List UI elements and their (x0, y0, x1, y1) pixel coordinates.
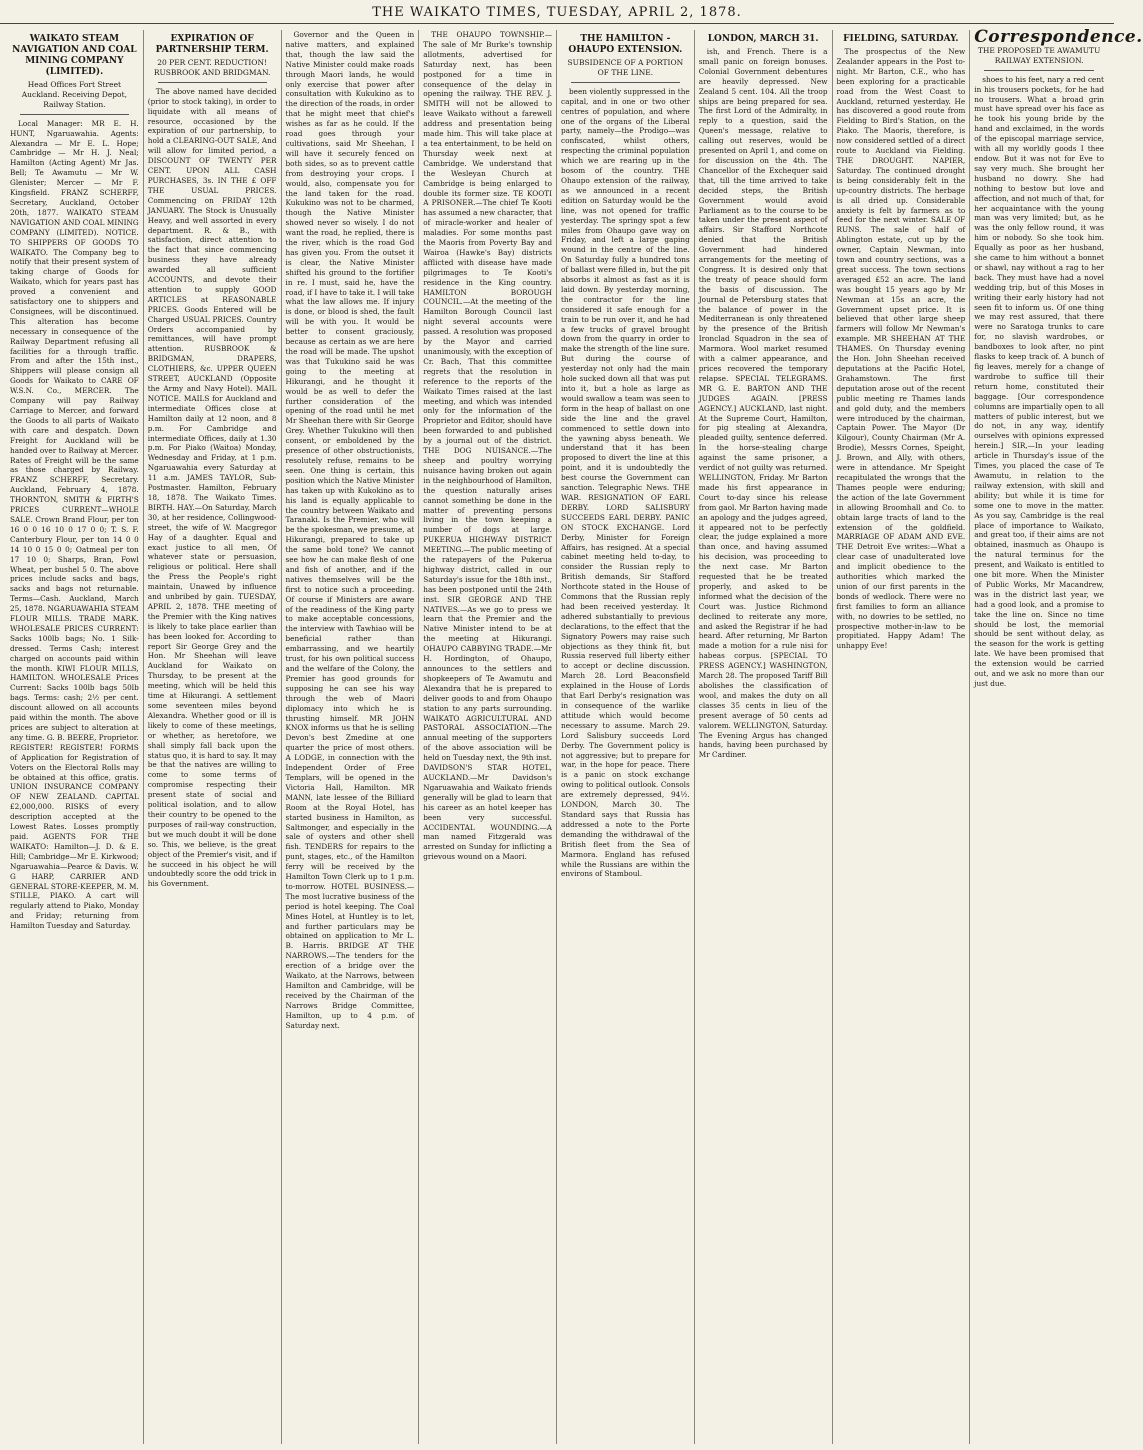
column-text: THE OHAUPO TOWNSHIP.—The sale of Mr Burke's township allotments, advertised for Saturday next, has been postponed for a time in consequence of the delay in opening the railway. THE REV. J. SMITH will not be allowed to leave Waikato without a farewell address and presentation being made him. This will take place at a tea entertainment, to be held on Thursday week next at Cambridge. We understand that the Wesleyan Church at Cambridge is being enlarged to double its former size. TE KOOTI A PRISONER.—The chief Te Kooti has assumed a new character, that of miracle-worker and healer of maladies. For some months past the Maoris from Poverty Bay and Wairoa (Hawke's Bay) districts afflicted with disease have made pilgrimages to Te Kooti's residence in the King country. HAMILTON BOROUGH COUNCIL.—At the meeting of the Hamilton Borough Council last night several accounts were passed. A resolution was proposed by the Mayor and carried unanimously, with the exception of Cr. Bach, That this committee regrets that the resolution in reference to the reports of the Waikato Times raised at the last meeting, and which was intended only for the information of the Proprietor and Editor, should have been forwarded to and published by a journal out of the district. THE DOG NUISANCE.—The sheep and poultry worrying nuisance having broken out again in the neighbourhood of Hamilton, the question naturally arises cannot something be done in the matter of preventing persons living in the town keeping a number of dogs at large. PUKERUA HIGHWAY DISTRICT MEETING.—The public meeting of the ratepayers of the Pukerua highway district, called in our Saturday's issue for the 18th inst., has been postponed until the 24th inst. SIR GEORGE AND THE NATIVES.—As we go to press we learn that the Premier and the Native Minister intend to be at the meeting at Hikurangi. OHAUPO CABBYING TRADE.—Mr H. Hordington, of Ohaupo, announces to the settlers and shopkeepers of Te Awamutu and Alexandra that he is prepared to deliver goods to and from Ohaupo station to any parts surrounding. WAIKATO AGRICULTURAL AND PASTORAL ASSOCIATION.—The annual meeting of the supporters of the above association will be held on Tuesday next, the 9th inst. DAVIDSON'S STAR HOTEL, AUCKLAND.—Mr Davidson's Ngaruawahia and Waikato friends generally will be glad to learn that his career as an hotel keeper has been very successful. ACCIDENTAL WOUNDING.—A man named Fitzgerald was arrested on Sunday for inflicting a grievous wound on a Maori. (423, 30, 552, 862)
column-heading: THE HAMILTON - OHAUPO EXTENSION. (568, 34, 683, 55)
column-subheading: SUBSIDENCE OF A PORTION OF THE LINE. (567, 58, 684, 77)
column-7 (833, 30, 971, 1444)
column-text: The above named have decided (prior to stock taking), in order to liquidate with all means of resource, occasioned by the expiration of our partnership, to hold a CLEARING-OUT SALE, And will allow for limited period, a DISCOUNT OF TWENTY PER CENT. UPON ALL CASH PURCHASES, 3s. IN THE £ OFF THE USUAL PRICES. Commencing on FRIDAY 12th JANUARY. The Stock is Unusually Heavy, and well assorted in every department. R. & B., with satisfaction, direct attention to the fact that since commencing business they have already awarded all sufficient ACCOUNTS, and devote their attention to supply GOOD ARTICLES at REASONABLE PRICES. Goods Entered will be Charged USUAL PRICES. Country Orders accompanied by remittances, will have prompt attention. RUSBROOK & BRIDGMAN, DRAPERS, CLOTHIERS, &c. UPPER QUEEN STREET, AUCKLAND (Opposite the Army and Navy Hotel). MAIL NOTICE. MAILS for Auckland and intermediate Offices close at Hamilton daily at 12 noon, and 8 p.m. For Cambridge and intermediate Offices, daily at 1.30 p.m. For Piako (Waitoa) Monday, Wednesday and Friday, at 1 p.m. Ngaruawahia every Saturday at 11 a.m. JAMES TAYLOR, Sub-Postmaster. Hamilton, February 18, 1878. The Waikato Times. BIRTH. HAY.—On Saturday, March 30, at her residence, Collingwood-street, the wife of W. Macgregor Hay of a daughter. Equal and exact justice to all men, Of whatever state or persuasion, religious or political. Here shall the Press the People's right maintain, Unawed by influence and unbribed by gain. TUESDAY, APRIL 2, 1878. THE meeting of the Premier with the King natives is likely to take place earlier than has been looked for. According to report Sir George Grey and the Hon. Mr Sheehan will leave Auckland for Waikato on Thursday, to be present at the meeting, which will be held this time at Hikurangi. A settlement some seventeen miles beyond Alexandra. Whether good or ill is likely to come of these meetings, or whether, as heretofore, we shall simply fall back upon the status quo, it is hard to say. It may be that the natives are willing to come to some terms of compromise respecting their present state of social and political isolation, and to allow their country to be opened to the purposes of rail-way construction, but we much doubt it will be done so. This, we believe, is the great object of the Premier's visit, and if he succeed in his object he will undoubtedly score the odd trick in his Government. (147, 86, 277, 889)
column-6 (695, 30, 833, 1444)
section-title-correspondence: Correspondence. (974, 27, 1143, 47)
column-8 (970, 27, 1143, 1444)
column-text: Local Manager: MR E. H. HUNT, Ngaruawahia. Agents: Alexandra — Mr E. L. Hope; Cambridge — Mr H. J. Neal; Hamilton (Acting Agent) Mr Jas. Bell; Te Awamutu — Mr W. Glenister; Mercer — Mr F. Kingsfield. FRANZ SCHERFF, Secretary, Auckland, October 20th, 1877. WAIKATO STEAM NAVIGATION AND COAL MINING COMPANY (LIMITED). NOTICE. TO SHIPPERS OF GOODS TO WAIKATO. The Company beg to notify that their present system of taking charge of Goods for Waikato, which for years past has proved a convenient and satisfactory one to shippers and Consignees, will be discontinued. This alteration has become necessary in consequence of the Railway Department refusing all facilities for a through traffic. From and after the 15th inst., Shippers will please consign all Goods for Waikato to CARE OF W.S.N. Co., MERCER. The Company will pay Railway Carriage to Mercer, and forward the Goods to all parts of Waikato with care and despatch. Down Freight for Auckland will be handed over to Railway at Mercer. Rates of Freight will be the same as those charged by Railway. FRANZ SCHERFF, Secretary. Auckland, February 4, 1878. THORNTON, SMITH & FIRTH'S PRICES CURRENT—WHOLE SALE. Crown Brand Flour, per ton 16 0 0 16 10 0 17 0 0; T. S. F. Canterbury Flour, per ton 14 0 0 14 10 0 15 0 0; Oatmeal per ton 17 10 0; Sharps, Bran, Fowl Wheat, per bushel 5 0. The above prices include sacks and bags, sacks and bags not returnable. Terms—Cash. Auckland, March 25, 1878. NGARUAWAHIA STEAM FLOUR MILLS. TRADE MARK. WHOLESALE PRICES CURRENT: Sacks 100lb bags; No. 1 Silk-dressed. Terms Cash; interest charged on accounts paid within the month. KIWI FLOUR MILLS, HAMILTON. WHOLESALE Prices Current: Sacks 100lb bags 50lb bags. Terms: cash; 2½ per cent. discount allowed on all accounts paid within the month. The above prices are subject to alteration at any time. G. B. BEERE, Proprietor. REGISTER! REGISTER! FORMS of Application for Registration of Voters on the Electoral Rolls may be obtained at this office, gratis. UNION INSURANCE COMPANY OF NEW ZEALAND. CAPITAL £2,000,000. RISKS of every description accepted at the Lowest Rates. Losses promptly paid. AGENTS FOR THE WAIKATO: Hamilton—J. D. & E. Hill; Cambridge—Mr E. Kirkwood; Ngaruawahia—Pearce & Davis. W. G HARP, CARRIER AND GENERAL STORE-KEEPER, M. M. STILLE, PIAKO. A cart will regularly attend to Piako, Monday and Friday; returning from Hamilton Tuesday and Saturday. (10, 118, 139, 931)
column-2 (144, 30, 282, 1444)
column-4 (419, 30, 557, 1444)
column-heading: WAIKATO STEAM NAVIGATION AND COAL MINING COMPANY (LIMITED). (12, 34, 137, 77)
column-text: been violently suppressed in the capital, and in one or two other centres of population, and where one of the organs of the Liberal party, namely—the Prodigo—was confiscated, whilst others, respecting the criminal population which we are rearing up in the bosom of the country. THE Ohaupo extension of the railway, as we announced in a recent edition on Saturday would be the line, was not opened for traffic yesterday. The springy spot a few miles from Ohaupo gave way on Friday, and left a large gaping wound in the centre of the line. On Saturday fully a hundred tons of ballast were filled in, but the pit absorbs it almost as fast as it is laid down. By yesterday morning, the contractor for the line considered it safe enough for a train to be run over it, and he had a few trucks of gravel brought down from the quarry in order to make the strength of the line sure. But during the course of yesterday not only had the main hole sucked down all that was put into it, but a hole as large as would swallow a team was seen to form in the heap of ballast on one side the line and the gravel commenced to settle down into the yawning abyss beneath. We understand that it has been proposed to divert the line at this point, and it is undoubtedly the best course the Government can sanction. Telegraphic News. THE WAR. RESIGNATION OF EARL DERBY. LORD SALISBURY SUCCEEDS EARL DERBY. PANIC ON STOCK EXCHANGE. Lord Derby, Minister for Foreign Affairs, has resigned. At a special cabinet meeting held to-day, to consider the Russian reply to British demands, Sir Stafford Northcote stated in the House of Commons that the Russian reply had been received yesterday. It adhered substantially to previous declarations, to the effect that the Signatory Powers may raise such objections as they think fit, but Russia reserved full liberty either to accept or decline discussion. March 28. Lord Beaconsfield explained in the House of Lords that Earl Derby's resignation was in consequence of the warlike attitude which would become necessary to assume. March 29. Lord Salisbury succeeds Lord Derby. The Government policy is not aggressive; but to prepare for war, in the hope for peace. There is a panic on stock exchange owing to political outlook. Consols are extremely depressed, 94½. LONDON, March 30. The Standard says that Russia has addressed a note to the Porte demanding the withdrawal of the British fleet from the Sea of Marmora. England has refused while the Russians are within the environs of Stamboul. (561, 86, 690, 879)
column-5 (557, 30, 695, 1444)
column-heading: LONDON, MARCH 31. (707, 34, 819, 44)
divider (984, 70, 1094, 71)
divider (571, 82, 680, 83)
divider (158, 82, 267, 83)
divider (20, 114, 129, 115)
column-subheading: THE PROPOSED TE AWAMUTU RAILWAY EXTENSION. (977, 45, 1101, 65)
newspaper-page (6, 27, 1143, 1444)
column-3 (282, 30, 420, 1444)
column-text: ish, and French. There is a small panic on foreign bonuses. Colonial Government debentures are heavily depressed. New Zealand 5 cent. 104. All the troop ships are being prepared for sea. The first Lord of the Admiralty, in reply to a question, said the Queen's message, relative to calling out reserves, would be presented on April 1, and come on for discussion on the 4th. The Chancellor of the Exchequer said that, till the time arrived to take decided steps, the British Government would avoid Parliament as to the course to be taken under the present aspect of affairs. Sir Stafford Northcote denied that the British Government had hindered arrangements for the meeting of Congress. It is desired only that the treaty of peace should form the basis of discussion. The Journal de Petersburg states that the balance of power in the Mediterranean is only threatened by the presence of the British Ironclad Squadron in the sea of Marmora. Wool market resumed with a calmer appearance, and prices recovered the temporary relapse. SPECIAL TELEGRAMS. MR G. E. BARTON AND THE JUDGES AGAIN. [PRESS AGENCY.] AUCKLAND, last night. At the Supreme Court, Hamilton, for pig stealing at Alexandra, pleaded guilty, sentence deferred. In the horse-stealing charge against the same prisoner, a verdict of not guilty was returned. WELLINGTON, Friday. Mr Barton made his first appearance in Court to-day since his release from gaol. Mr Barton having made an apology and the judges agreed, it appeared not to be perfectly clear, the judge explained a more than once, and having assumed his decision, was proceeding to the next case. Mr Barton requested that he be treated properly, and asked to be informed what the decision of the Court was. Justice Richmond declined to reiterate any more, and asked the Registrar if he had heard. After returning, Mr Barton made a motion for a rule nisi for habeas corpus. [SPECIAL TO PRESS AGENCY.] WASHINGTON, March 28. The proposed Tariff Bill abolishes the classification of wool, and makes the duty on all classes 35 cents in lieu of the present average of 50 cents ad valorem. WELLINGTON, Saturday. The Evening Argus has changed hands, having been purchased by Mr Cardiner. (698, 47, 828, 760)
column-heading: EXPIRATION OF PARTNERSHIP TERM. (155, 34, 269, 55)
newspaper-masthead: THE WAIKATO TIMES, TUESDAY, APRIL 2, 1878. (0, 0, 1114, 24)
column-text: shoes to his feet, nary a red cent in his trousers pockets, for he had no trousers. What a broad grin must have spread over his face as he took his young bride by the hand and exclaimed, in the words of the episcopal marriage service, with all my worldly goods I thee endow. But it was not for Eve to say very much. She brought her husband no dowry. She had nothing to bestow but love and affection, and not much of that, for her acquaintance with the young man was very limited; but, as he was the only fellow round, it was him or nobody. So she took him. Equally as poor as her husband, she came to him without a bonnet or shawl, nay without a rag to her back. They must have had a novel wedding trip, but of this Moses in writing their early history had not seen fit to inform us. Of one thing we may rest assured, that there were no Saratoga trunks to care for, no slavish wardrobes, or bandboxes to look after, no pint flasks to keep track of. A bunch of fig leaves, merely for a change of wardrobe to suffice till their return home, constituted their baggage. [Our correspondence columns are impartially open to all matters of public interest, but we do not, in any way, identify ourselves with opinions expressed herein.] SIR,—In your leading article in Thursday's issue of the Times, you placed the case of Te Awamutu, in relation to the railway extension, with skill and ability; but while it is time for some one to move in the matter. As you say, Cambridge is the real place of importance to Waikato, and great too, if their aims are not obtained, inasmuch as Ohaupo is the natural terminus for the present, and Waikato is entitled to one bit more. When the Minister of Public Works, Mr Macandrew, was in the district last year, we had a good look, and a promise to take the line on. Since no time should be lost, the memorial should be sent without delay, as the season for the work is getting late. We have been promised that the extension would be carried out, and we ask no more than our just due. (974, 74, 1104, 688)
column-heading: FIELDING, SATURDAY. (843, 34, 959, 44)
column-text: The prospectus of the New Zealander appears in the Post to-night. Mr Barton, C.E., who has been exploring for a practicable road from the West Coast to Auckland, returned yesterday. He has discovered a good route from Fielding to Bird's Station, on the Piako. The Maoris, therefore, is now considered settled of a direct route to Auckland via Fielding. THE DROUGHT. NAPIER, Saturday. The continued drought is being considerably felt in the up-country districts. The herbage is all dried up. Considerable anxiety is felt by farmers as to feed for the next winter. SALE OF RUNS. The sale of half of Ablington estate, cut up by the owner, Captain Newman, into town and country sections, was a great success. The town sections averaged £52 an acre. The land was bought 15 years ago by Mr Newman at 15s an acre, the Government upset price. It is believed that other large sheep farmers will follow Mr Newman's example. MR SHEEHAN AT THE THAMES. On Thursday evening the Hon. John Sheehan received deputations at the Pacific Hotel, Grahamstown. The first deputation arose out of the recent public meeting re Thames lands and gold duty, and the members were introduced by the chairman, Captain Power. The Mayor (Dr Kilgour), County Chairman (Mr A. Brodie), Messrs Cornes, Speight, J. Brown, and Ally, with others, were in attendance. Mr Speight recapitulated the wrongs that the Thames people were enduring; the action of the late Government in allowing Broomhall and Co. to obtain large tracts of land to the extension of the goldfield. MARRIAGE OF ADAM AND EVE. THE Detroit Eve writes:—What a clear case of unadulterated love and implicit obedience to the authorities which marked the union of our first parents in the bonds of wedlock. There were no first families to form an alliance with, no dowries to be settled, no prospective mother-in-law to be propitiated. Happy Adam! The unhappy Eve! (836, 47, 966, 651)
column-text: Governor and the Queen in native matters, and explained that, though the law said the Native Minister could make roads through Maori lands, he would only exercise that power after consultation with Kukukino as to the direction of the roads, in order that he might meet that chief's wishes as far as he could. If the road goes through your cultivations, said Mr Sheehan, I will have it securely fenced on both sides, so as to prevent cattle from destroying your crops. I would, also, compensate you for the land taken for the road. Kukukino was not to be charmed, though the Native Minister showed never so wisely. I do not want the road, he replied, there is the river, which is the road God has given you. From the outset it is clear, the Native Minister shifted his ground to the fortifier in re. I must, said he, have the road, if I have to take it. I will take what the law allows me. If injury is done, or blood is shed, the fault will be with you. It would be better to consent graciously, because as certain as we are here the road will be made. The upshot was that Tukukino said he was going to the meeting at Hikurangi, and he thought it would be as well to defer the further consideration of the opening of the road until he met Mr Sheehan there with Sir George Grey. Whether Tukukino will then consent, or emboldened by the presence of other obstructionists, resolutely refuse, remains to be seen. One thing is certain, this position which the Native Minister has taken up with Kukokino as to his land is equally applicable to the country between Waikato and Taranaki. Is the Premier, who will be the spokesman, we presume, at Hikurangi, prepared to take up the same bold tone? We cannot see how he can make flesh of one and fish of another, and if the natives themselves will be the first to notice such a proceeding. Of course if Ministers are aware of the readiness of the King party to make acceptable concessions, the interview with Tawhiao will be beneficial rather than embarrassing, and we heartily trust, for his own political success and the welfare of the Colony, the Premier has good grounds for supposing he can see his way through the web of Maori diplomacy into which he is thrusting himself. MR JOHN KNOX informs us that he is selling Devon's best Zmedine at one quarter the price of most others. A LODGE, in connection with the Independent Order of Free Templars, will be opened in the Victoria Hall, Hamilton. MR MANN, late lessee of the Billiard Room at the Royal Hotel, has started business in Hamilton, as Saltmonger, and especially in the sale of oysters and other shell fish. TENDERS for repairs to the punt, stages, etc., of the Hamilton ferry will be received by the Hamilton Town Clerk up to 1 p.m. to-morrow. HOTEL BUSINESS.—The most lucrative business of the period is hotel keeping. The Coal Mines Hotel, at Huntley is to let, and further particulars may be obtained on application to Mr L. B. Harris. BRIDGE AT THE NARROWS.—The tenders for the erection of a bridge over the Waikato, at the Narrows, between Hamilton and Cambridge, will be received by the Chairman of the Narrows Bridge Committee, Hamilton, up to 4 p.m. of Saturday next. (285, 30, 415, 1030)
column-subheading: Head Offices Fort Street Auckland. Receiving Depot, Railway Station. (21, 80, 127, 109)
column-subheading: 20 PER CENT. REDUCTION! RUSBROOK AND BRIDGMAN. (153, 58, 271, 77)
column-1 (6, 30, 144, 1444)
